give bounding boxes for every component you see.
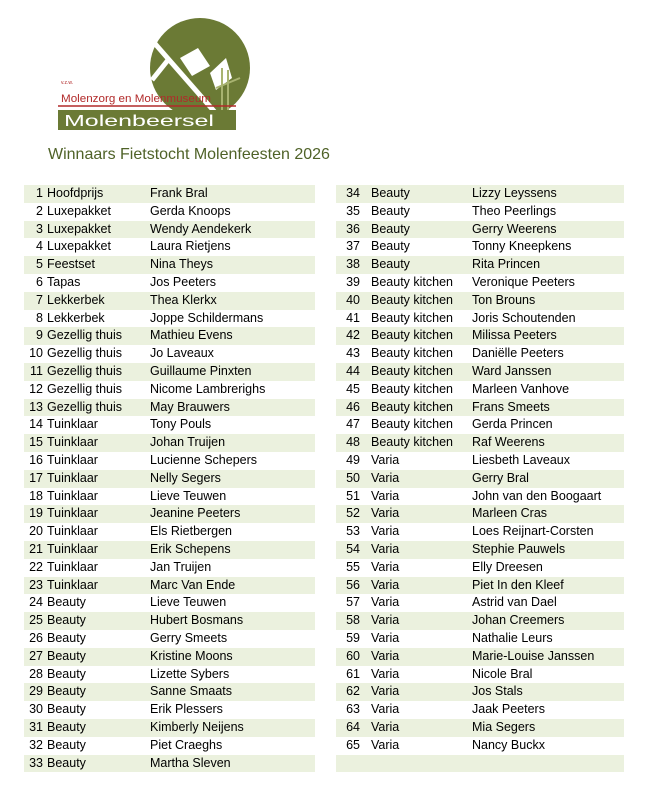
winner-name: Jeanine Peeters	[150, 506, 241, 521]
table-row	[24, 719, 315, 737]
winner-name: Kimberly Neijens	[150, 719, 244, 734]
winner-name: Rita Princen	[472, 257, 541, 272]
winner-name: Joppe Schildermans	[150, 310, 264, 325]
winner-name: Veronique Peeters	[472, 274, 575, 289]
prize-category: Varia	[371, 488, 400, 503]
table-row	[24, 292, 315, 310]
winner-name: Erik Schepens	[150, 541, 231, 556]
row-number: 56	[346, 577, 360, 592]
table-row	[24, 541, 315, 559]
winner-name: Lieve Teuwen	[150, 595, 227, 610]
row-number: 17	[29, 470, 43, 485]
winner-name: Jos Peeters	[150, 274, 217, 289]
prize-category: Tuinklaar	[47, 577, 98, 592]
winner-name: Liesbeth Laveaux	[472, 452, 570, 467]
table-row	[336, 399, 624, 417]
page-title: Winnaars Fietstocht Molenfeesten 2026	[48, 146, 330, 163]
table-row	[336, 523, 624, 541]
table-row	[336, 292, 624, 310]
winner-name: Gerry Bral	[472, 470, 529, 485]
row-number: 38	[346, 257, 360, 272]
winner-name: Piet In den Kleef	[472, 577, 564, 592]
table-row	[336, 559, 624, 577]
table-row	[336, 363, 624, 381]
row-number: 57	[346, 595, 360, 610]
winner-name: Lizette Sybers	[150, 666, 230, 681]
prize-category: Beauty	[47, 613, 86, 628]
winner-name: Nelly Segers	[150, 470, 221, 485]
row-number: 11	[30, 363, 43, 378]
winner-name: Jaak Peeters	[472, 702, 545, 717]
row-number: 29	[29, 684, 43, 699]
row-number: 51	[346, 488, 360, 503]
table-row	[336, 630, 624, 648]
row-number: 50	[346, 470, 360, 485]
prize-category: Lekkerbek	[47, 310, 105, 325]
table-row	[24, 488, 315, 506]
table-row	[24, 594, 315, 612]
row-number: 30	[29, 702, 43, 717]
prize-category: Beauty	[47, 719, 86, 734]
prize-category: Tuinklaar	[47, 541, 98, 556]
prize-category: Gezellig thuis	[47, 346, 123, 361]
table-row	[24, 666, 315, 684]
table-row	[336, 256, 624, 274]
table-row	[24, 755, 315, 773]
prize-category: Gezellig thuis	[47, 363, 123, 378]
prize-category: Beauty kitchen	[371, 310, 453, 325]
prize-category: Tuinklaar	[47, 435, 98, 450]
row-number: 55	[346, 559, 360, 574]
table-row	[24, 559, 315, 577]
row-number: 37	[346, 239, 360, 254]
prize-category: Beauty kitchen	[371, 292, 453, 307]
winner-name: Lucienne Schepers	[150, 452, 258, 467]
prize-category: Beauty	[47, 702, 86, 717]
row-number: 15	[29, 435, 43, 450]
prize-category: Varia	[371, 577, 400, 592]
row-number: 48	[346, 435, 360, 450]
row-number: 65	[346, 737, 360, 752]
winner-name: Loes Reijnart-Corsten	[472, 524, 594, 539]
row-number: 20	[29, 524, 43, 539]
table-row	[336, 434, 624, 452]
winner-name: Hubert Bosmans	[150, 613, 244, 628]
winner-name: Tony Pouls	[150, 417, 212, 432]
prize-category: Beauty	[47, 630, 86, 645]
table-row	[24, 523, 315, 541]
table-row	[336, 612, 624, 630]
prize-category: Beauty	[47, 737, 86, 752]
prize-category: Varia	[371, 613, 400, 628]
row-number: 41	[346, 310, 360, 325]
winner-name: Nicole Bral	[472, 666, 533, 681]
row-number: 14	[29, 417, 43, 432]
row-number: 6	[36, 274, 43, 289]
winner-name: Frans Smeets	[472, 399, 550, 414]
row-number: 46	[346, 399, 360, 414]
row-number: 39	[346, 274, 360, 289]
winner-name: Daniëlle Peeters	[472, 346, 564, 361]
row-number: 63	[346, 702, 360, 717]
winners-table-left	[24, 185, 315, 772]
winner-name: Marc Van Ende	[150, 577, 236, 592]
row-number: 45	[346, 381, 360, 396]
winner-name: Nina Theys	[150, 257, 213, 272]
table-row	[24, 345, 315, 363]
row-number: 22	[29, 559, 43, 574]
winner-name: Gerry Weerens	[472, 221, 557, 236]
prize-category: Beauty	[371, 221, 410, 236]
table-row	[24, 327, 315, 345]
winner-name: Jan Truijen	[150, 559, 212, 574]
winner-name: Ward Janssen	[472, 363, 552, 378]
table-row	[24, 701, 315, 719]
prize-category: Luxepakket	[47, 203, 111, 218]
row-number: 28	[29, 666, 43, 681]
table-row	[336, 505, 624, 523]
prize-category: Varia	[371, 702, 400, 717]
winner-name: Piet Craeghs	[150, 737, 223, 752]
prize-category: Varia	[371, 595, 400, 610]
row-number: 7	[36, 292, 43, 307]
table-row	[336, 719, 624, 737]
prize-category: Beauty	[47, 684, 86, 699]
table-row	[24, 221, 315, 239]
prize-category: Tuinklaar	[47, 506, 98, 521]
logo-org-text: Molenzorg en Molenmuseum	[61, 93, 211, 105]
row-number: 2	[36, 203, 43, 218]
winner-name: Theo Peerlings	[472, 203, 557, 218]
prize-category: Beauty kitchen	[371, 274, 453, 289]
table-row	[336, 683, 624, 701]
row-number: 59	[346, 630, 360, 645]
winner-name: Gerda Princen	[472, 417, 553, 432]
winner-name: Astrid van Dael	[472, 595, 557, 610]
logo-small-text: v.z.w.	[61, 80, 74, 86]
table-row	[336, 541, 624, 559]
prize-category: Beauty kitchen	[371, 417, 453, 432]
winner-name: Laura Rietjens	[150, 239, 231, 254]
winner-name: Milissa Peeters	[472, 328, 557, 343]
table-row	[24, 238, 315, 256]
row-number: 35	[346, 203, 360, 218]
row-number: 1	[36, 186, 43, 200]
row-number: 4	[36, 239, 43, 254]
prize-category: Luxepakket	[47, 239, 111, 254]
prize-category: Hoofdprijs	[47, 186, 104, 200]
table-row	[336, 310, 624, 328]
row-number: 13	[29, 399, 43, 414]
row-number: 16	[29, 452, 43, 467]
winner-name: Erik Plessers	[150, 702, 223, 717]
winner-name: Kristine Moons	[150, 648, 233, 663]
winner-name: May Brauwers	[150, 399, 230, 414]
row-number: 60	[346, 648, 360, 663]
row-number: 3	[36, 221, 43, 236]
table-row	[336, 701, 624, 719]
winner-name: Mathieu Evens	[150, 328, 233, 343]
row-number: 34	[346, 186, 360, 200]
prize-category: Luxepakket	[47, 221, 111, 236]
winner-name: Sanne Smaats	[150, 684, 232, 699]
winner-name: Martha Sleven	[150, 755, 231, 770]
table-row	[336, 185, 624, 203]
table-row	[24, 274, 315, 292]
winner-name: Els Rietbergen	[150, 524, 232, 539]
table-row	[24, 683, 315, 701]
prize-category: Tuinklaar	[47, 417, 98, 432]
table-row	[336, 666, 624, 684]
row-number: 21	[29, 541, 43, 556]
row-number: 61	[346, 666, 360, 681]
row-number: 32	[29, 737, 43, 752]
row-number: 24	[29, 595, 43, 610]
prize-category: Tuinklaar	[47, 470, 98, 485]
prize-category: Beauty	[47, 755, 86, 770]
table-row	[24, 185, 315, 203]
winner-name: Frank Bral	[150, 186, 208, 200]
table-row	[336, 648, 624, 666]
prize-category: Beauty kitchen	[371, 363, 453, 378]
table-row	[336, 345, 624, 363]
table-row	[24, 434, 315, 452]
prize-category: Lekkerbek	[47, 292, 105, 307]
table-row	[24, 203, 315, 221]
table-row	[336, 470, 624, 488]
prize-category: Beauty kitchen	[371, 346, 453, 361]
row-number: 42	[346, 328, 360, 343]
winner-name: Marie-Louise Janssen	[472, 648, 595, 663]
table-row	[336, 221, 624, 239]
prize-category: Tuinklaar	[47, 488, 98, 503]
row-number: 52	[346, 506, 360, 521]
prize-category: Varia	[371, 648, 400, 663]
winner-name: Lizzy Leyssens	[472, 186, 557, 200]
winner-name: Mia Segers	[472, 719, 536, 734]
prize-category: Varia	[371, 630, 400, 645]
table-row	[24, 648, 315, 666]
prize-category: Tuinklaar	[47, 452, 98, 467]
table-row	[336, 238, 624, 256]
table-row	[336, 274, 624, 292]
empty-row	[336, 755, 624, 773]
prize-category: Varia	[371, 684, 400, 699]
table-row	[24, 630, 315, 648]
row-number: 40	[346, 292, 360, 307]
winners-table-right	[336, 185, 624, 772]
prize-category: Beauty	[371, 257, 410, 272]
table-row	[24, 363, 315, 381]
row-number: 36	[346, 221, 360, 236]
prize-category: Varia	[371, 559, 400, 574]
winner-name: Jos Stals	[472, 684, 523, 699]
winner-name: Johan Truijen	[150, 435, 226, 450]
winner-name: Lieve Teuwen	[150, 488, 227, 503]
row-number: 5	[36, 257, 43, 272]
row-number: 25	[29, 613, 43, 628]
row-number: 19	[29, 506, 43, 521]
winner-name: Jo Laveaux	[150, 346, 214, 361]
prize-category: Beauty	[47, 648, 86, 663]
prize-category: Tuinklaar	[47, 559, 98, 574]
row-number: 12	[29, 381, 43, 396]
prize-category: Feestset	[47, 257, 95, 272]
winner-name: Marleen Vanhove	[472, 381, 570, 396]
prize-category: Varia	[371, 719, 400, 734]
table-row	[24, 256, 315, 274]
winner-name: John van den Boogaart	[472, 488, 602, 503]
row-number: 44	[346, 363, 360, 378]
row-number: 8	[36, 310, 43, 325]
table-row	[336, 577, 624, 595]
table-row	[336, 452, 624, 470]
winner-name: Joris Schoutenden	[472, 310, 576, 325]
row-number: 33	[29, 755, 43, 770]
table-row	[24, 452, 315, 470]
table-row	[24, 470, 315, 488]
molenbeersel-logo	[50, 18, 260, 134]
table-row	[24, 577, 315, 595]
row-number: 9	[36, 328, 43, 343]
row-number: 64	[346, 719, 360, 734]
row-number: 58	[346, 613, 360, 628]
row-number: 43	[346, 346, 360, 361]
prize-category: Beauty	[371, 239, 410, 254]
winner-name: Guillaume Pinxten	[150, 363, 252, 378]
prize-category: Varia	[371, 470, 400, 485]
table-row	[336, 594, 624, 612]
table-row	[24, 612, 315, 630]
prize-category: Tuinklaar	[47, 524, 98, 539]
row-number: 49	[346, 452, 360, 467]
winner-name: Wendy Aendekerk	[150, 221, 252, 236]
table-row	[336, 416, 624, 434]
table-row	[336, 737, 624, 755]
prize-category: Beauty	[371, 186, 410, 200]
winner-name: Nancy Buckx	[472, 737, 545, 752]
prize-category: Gezellig thuis	[47, 381, 123, 396]
winner-name: Johan Creemers	[472, 613, 565, 628]
row-number: 31	[29, 719, 43, 734]
winner-name: Gerda Knoops	[150, 203, 231, 218]
row-number: 26	[29, 630, 43, 645]
prize-category: Varia	[371, 452, 400, 467]
table-row	[336, 381, 624, 399]
prize-category: Varia	[371, 506, 400, 521]
winner-name: Stephie Pauwels	[472, 541, 566, 556]
prize-category: Beauty kitchen	[371, 381, 453, 396]
row-number: 54	[346, 541, 360, 556]
table-row	[24, 399, 315, 417]
winner-name: Gerry Smeets	[150, 630, 228, 645]
winner-name: Ton Brouns	[472, 292, 536, 307]
row-number: 27	[29, 648, 43, 663]
row-number: 18	[29, 488, 43, 503]
row-number: 23	[29, 577, 43, 592]
prize-category: Tapas	[47, 274, 81, 289]
winner-name: Tonny Kneepkens	[472, 239, 572, 254]
table-row	[24, 310, 315, 328]
prize-category: Beauty	[47, 666, 86, 681]
prize-category: Beauty kitchen	[371, 399, 453, 414]
prize-category: Varia	[371, 666, 400, 681]
table-row	[24, 505, 315, 523]
table-row	[336, 327, 624, 345]
row-number: 53	[346, 524, 360, 539]
prize-category: Gezellig thuis	[47, 399, 123, 414]
prize-category: Varia	[371, 737, 400, 752]
prize-category: Beauty	[47, 595, 86, 610]
prize-category: Beauty	[371, 203, 410, 218]
prize-category: Varia	[371, 541, 400, 556]
row-number: 47	[346, 417, 360, 432]
winner-name: Raf Weerens	[472, 435, 545, 450]
table-row	[336, 203, 624, 221]
winner-name: Nicome Lambrerighs	[150, 381, 266, 396]
table-row	[336, 488, 624, 506]
winner-name: Nathalie Leurs	[472, 630, 553, 645]
table-row	[24, 737, 315, 755]
winner-name: Elly Dreesen	[472, 559, 543, 574]
row-number: 62	[346, 684, 360, 699]
prize-category: Beauty kitchen	[371, 328, 453, 343]
logo-name-text: Molenbeersel	[64, 113, 214, 130]
prize-category: Gezellig thuis	[47, 328, 123, 343]
prize-category: Beauty kitchen	[371, 435, 453, 450]
prize-category: Varia	[371, 524, 400, 539]
table-row	[24, 381, 315, 399]
row-number: 10	[29, 346, 43, 361]
table-row	[24, 416, 315, 434]
winner-name: Thea Klerkx	[150, 292, 217, 307]
winner-name: Marleen Cras	[472, 506, 548, 521]
